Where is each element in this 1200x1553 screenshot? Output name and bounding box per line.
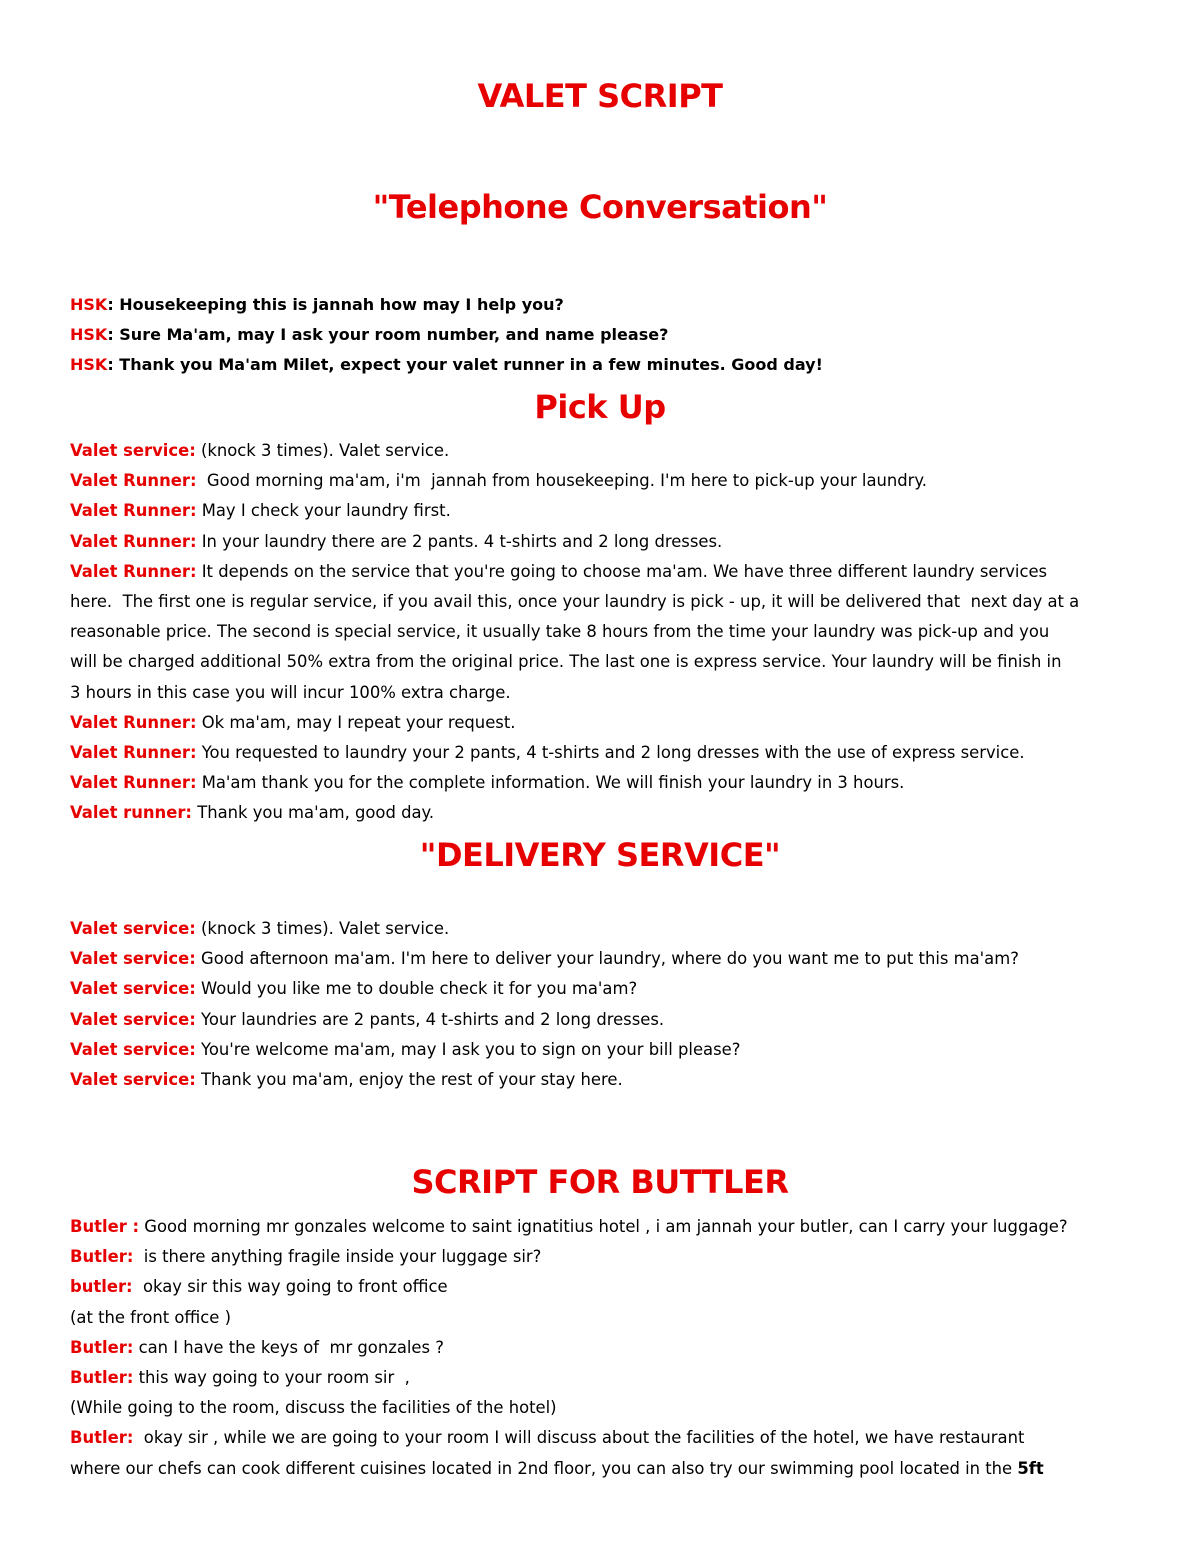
line-text: Good morning mr gonzales welcome to saint ignatitius hotel , i am jannah your butler, can I carry your luggage?: [139, 1217, 1068, 1236]
script-line: [70, 738, 1130, 768]
script-line: [70, 1035, 1130, 1065]
line-text: May I check your laundry first.: [196, 501, 451, 521]
pickup-heading: Pick Up: [534, 388, 666, 426]
butler-heading: SCRIPT FOR BUTTLER: [411, 1163, 789, 1201]
line-text: okay sir , while we are going to your room I will discuss about the facilities of the hotel, we have restaurant: [133, 1428, 1025, 1448]
speaker-label: Valet Runner:: [70, 712, 197, 732]
line-text: where our chefs can cook different cuisines located in 2nd floor, you can also try our swimming pool located in the: [70, 1458, 1013, 1478]
speaker-label: Valet service:: [70, 1070, 196, 1090]
script-line: [70, 708, 1130, 738]
line-text: In your laundry there are 2 pants. 4 t-shirts and 2 long dresses.: [196, 531, 723, 551]
script-line: [70, 1363, 1130, 1393]
line-text: Thank you ma'am, good day.: [191, 803, 435, 823]
speaker-label: Butler:: [70, 1247, 134, 1267]
line-text: okay sir this way going to front office: [132, 1277, 448, 1297]
script-line: [70, 1005, 1130, 1035]
butler-section: [70, 1212, 1130, 1484]
delivery-section: [70, 914, 1130, 1095]
bold-text: 5ft: [1017, 1458, 1044, 1478]
line-text: Housekeeping this is jannah how may I help you?: [119, 295, 564, 314]
speaker-label: Valet Runner:: [70, 471, 197, 491]
speaker-label: butler:: [70, 1277, 133, 1297]
script-line: [70, 1272, 1130, 1302]
speaker-label: Butler :: [70, 1217, 140, 1236]
line-text: (knock 3 times). Valet service.: [195, 441, 450, 460]
speaker-label: HSK: [70, 295, 108, 314]
separator: :: [107, 295, 120, 314]
script-line: [70, 944, 1130, 974]
line-text: Your laundries are 2 pants, 4 t-shirts and 2 long dresses.: [195, 1009, 665, 1029]
paragraph-line: reasonable price. The second is special service, it usually take 8 hours from the time your laundry was pick-up and you: [70, 622, 1050, 642]
speaker-label: Valet runner:: [70, 803, 192, 823]
speaker-label: HSK: [70, 325, 108, 345]
speaker-label: Valet service:: [70, 441, 196, 460]
script-line: [70, 1333, 1130, 1363]
document-title: VALET SCRIPT: [477, 77, 723, 115]
line-text: Would you like me to double check it for you ma'am?: [195, 979, 638, 999]
line-text: You're welcome ma'am, may I ask you to sign on your bill please?: [195, 1039, 741, 1059]
script-line: [70, 290, 1130, 320]
speaker-label: HSK: [70, 355, 108, 375]
speaker-label: Valet service:: [70, 919, 196, 938]
line-text: Good morning ma'am, i'm jannah from housekeeping. I'm here to pick-up your laundry.: [196, 471, 927, 491]
script-line: [70, 1212, 1130, 1242]
speaker-label: Butler:: [70, 1337, 134, 1357]
speaker-label: Valet service:: [70, 949, 196, 969]
telephone-heading: "Telephone Conversation": [372, 188, 828, 226]
speaker-label: Valet Runner:: [70, 501, 197, 521]
line-text: can I have the keys of mr gonzales ?: [133, 1337, 444, 1357]
script-line: [70, 320, 1130, 350]
line-text: is there anything fragile inside your luggage sir?: [133, 1247, 542, 1267]
line-text: Thank you Ma'am Milet, expect your valet runner in a few minutes. Good day!: [119, 355, 823, 375]
paragraph-line: [70, 1454, 1130, 1484]
speaker-label: Valet Runner:: [70, 743, 197, 763]
pickup-section: [70, 436, 1130, 829]
paragraph-line: 3 hours in this case you will incur 100% extra charge.: [70, 682, 511, 702]
speaker-label: Valet service:: [70, 1009, 196, 1029]
stage-direction: (While going to the room, discuss the facilities of the hotel): [70, 1398, 557, 1418]
speaker-label: Valet service:: [70, 979, 196, 999]
line-text: Thank you ma'am, enjoy the rest of your stay here.: [195, 1070, 623, 1090]
speaker-label: Valet Runner:: [70, 561, 197, 581]
line-text: It depends on the service that you're going to choose ma'am. We have three different laundry services: [196, 561, 1048, 581]
paragraph-line: will be charged additional 50% extra from the original price. The last one is express service. Your laundry will be finish in: [70, 652, 1062, 672]
paragraph-line: here. The first one is regular service, if you avail this, once your laundry is pick - up, it will be delivered that next day at a: [70, 592, 1080, 612]
line-text: Good afternoon ma'am. I'm here to deliver your laundry, where do you want me to put this ma'am?: [195, 949, 1019, 969]
line-text: (knock 3 times). Valet service.: [195, 919, 450, 938]
line-text: Ma'am thank you for the complete information. We will finish your laundry in 3 hours.: [196, 773, 905, 793]
line-text: Ok ma'am, may I repeat your request.: [196, 712, 516, 732]
separator: :: [107, 325, 120, 345]
line-text: Sure Ma'am, may I ask your room number, and name please?: [119, 325, 669, 345]
telephone-section: [70, 290, 1130, 381]
speaker-label: Butler:: [70, 1368, 134, 1388]
script-line: [70, 974, 1130, 1004]
script-line: [70, 914, 1130, 944]
separator: :: [107, 355, 120, 375]
speaker-label: Butler:: [70, 1428, 134, 1448]
line-text: You requested to laundry your 2 pants, 4 t-shirts and 2 long dresses with the use of express service.: [196, 743, 1025, 763]
script-line: [70, 1242, 1130, 1272]
stage-direction: (at the front office ): [70, 1307, 231, 1327]
script-line: [70, 496, 1130, 526]
script-line: [70, 527, 1130, 557]
service-explanation-paragraph: [70, 557, 1130, 708]
script-line: [70, 798, 1130, 828]
script-line: [70, 436, 1130, 466]
script-line: [70, 557, 1130, 587]
speaker-label: Valet Runner:: [70, 531, 197, 551]
line-text: this way going to your room sir ,: [133, 1368, 410, 1388]
script-line: [70, 1423, 1130, 1453]
script-line: [70, 350, 1130, 380]
script-line: [70, 466, 1130, 496]
speaker-label: Valet Runner:: [70, 773, 197, 793]
script-line: [70, 768, 1130, 798]
delivery-heading: "DELIVERY SERVICE": [419, 836, 781, 874]
script-line: [70, 1065, 1130, 1095]
speaker-label: Valet service:: [70, 1039, 196, 1059]
